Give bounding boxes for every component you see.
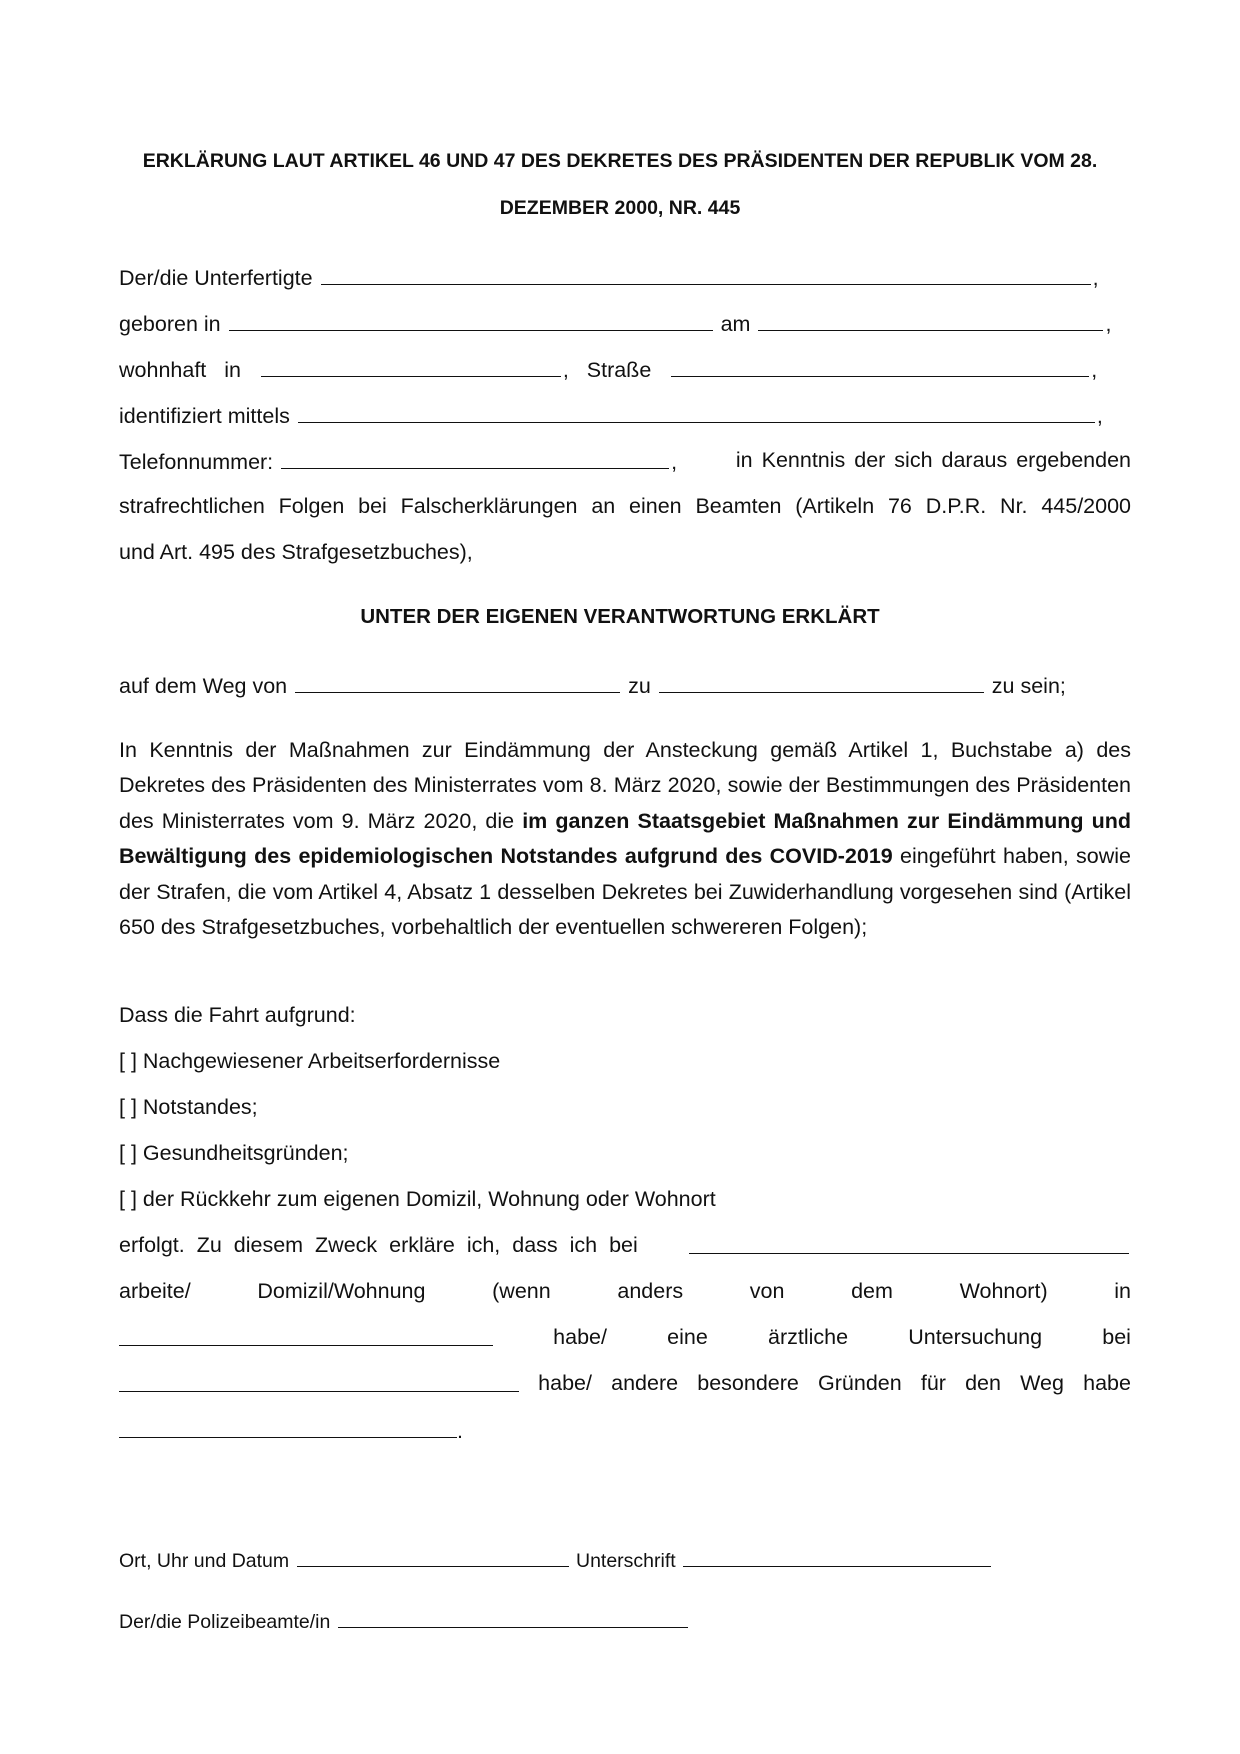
- followup-row-4: [119, 1371, 1131, 1396]
- birthplace-field[interactable]: [229, 310, 713, 331]
- word: anders: [617, 1279, 684, 1303]
- place-date-field[interactable]: [297, 1548, 569, 1567]
- notice-part-1: In Kenntnis der Maßnahmen zur Eindämmung der Ansteckung gemäß Artikel 1, Buchstabe a) des Dekretes des Präsidenten des Ministerrates vom 8. März 2020, sowie der Bestimmungen des Präsidenten des Ministerrates vom 9. März 2020, die: [119, 738, 1131, 833]
- resident-label: wohnhaft: [119, 358, 207, 382]
- checkbox[interactable]: [ ]: [119, 1187, 137, 1211]
- phone-label: Telefonnummer:: [119, 450, 274, 474]
- word: von: [749, 1279, 785, 1303]
- word: (wenn: [492, 1279, 551, 1303]
- route-from-field[interactable]: [295, 672, 620, 693]
- followup-start: erfolgt. Zu diesem Zweck erkläre ich, dass ich bei: [119, 1233, 638, 1257]
- signature-row: [119, 1548, 993, 1573]
- officer-label: Der/die Polizeibeamte/in: [119, 1611, 331, 1633]
- officer-row: [119, 1609, 690, 1634]
- word: bei: [1102, 1325, 1131, 1349]
- word: Wohnort): [959, 1279, 1048, 1303]
- route-from-label: auf dem Weg von: [119, 674, 288, 698]
- word: habe/: [538, 1371, 592, 1395]
- word: Untersuchung: [908, 1325, 1043, 1349]
- residence-city-field[interactable]: [261, 356, 561, 377]
- word: in: [1114, 1279, 1131, 1303]
- phone-field[interactable]: [281, 448, 669, 469]
- followup-row-5: [119, 1417, 463, 1444]
- word: eine: [667, 1325, 708, 1349]
- street-label: Straße: [586, 358, 652, 382]
- phone-continuation: in Kenntnis der sich daraus ergebenden: [735, 448, 1131, 472]
- declaration-heading: UNTER DER EIGENEN VERANTWORTUNG ERKLÄRT: [360, 605, 880, 628]
- identified-label: identifiziert mittels: [119, 404, 290, 428]
- residence-row: wohnhaft in , Straße ,: [119, 358, 1098, 382]
- domicile-field[interactable]: [119, 1325, 493, 1346]
- on-label: am: [720, 312, 751, 336]
- other-reason-field[interactable]: [119, 1417, 457, 1438]
- title-line-2: DEZEMBER 2000, NR. 445: [499, 197, 741, 219]
- legal-line-1: strafrechtlichen Folgen bei Falscherklärungen an einen Beamten (Artikeln 76 D.P.R. Nr. 445/2000: [119, 494, 1131, 518]
- route-row: [119, 672, 1066, 699]
- followup-row-2: [119, 1279, 1131, 1304]
- notice-bold: im ganzen Staatsgebiet Maßnahmen zur Eindämmung und Bewältigung des epidemiologischen Notstandes aufgrund des COVID-2019: [119, 808, 1131, 869]
- reason-intro: Dass die Fahrt aufgrund:: [119, 1003, 356, 1027]
- checkbox[interactable]: [ ]: [119, 1095, 137, 1119]
- period: .: [457, 1419, 463, 1443]
- followup-row-1: [119, 1233, 1131, 1258]
- reason-option-label: Notstandes;: [142, 1095, 258, 1119]
- undersigned-label: Der/die Unterfertigte: [119, 266, 313, 290]
- route-end-label: zu sein;: [991, 674, 1066, 698]
- word: arbeite/: [119, 1279, 191, 1303]
- word: ärztliche: [767, 1325, 849, 1349]
- reason-option[interactable]: [119, 1095, 258, 1120]
- word: den: [965, 1371, 1001, 1395]
- legal-line-2: und Art. 495 des Strafgesetzbuches),: [119, 540, 473, 564]
- word: besondere: [697, 1371, 799, 1395]
- word: Domizil/Wohnung: [257, 1279, 426, 1303]
- reason-option-label: der Rückkehr zum eigenen Domizil, Wohnung oder Wohnort: [142, 1187, 716, 1211]
- street-field[interactable]: [671, 356, 1089, 377]
- place-date-label: Ort, Uhr und Datum: [119, 1550, 290, 1572]
- reason-option-label: Gesundheitsgründen;: [142, 1141, 349, 1165]
- medical-field[interactable]: [119, 1371, 519, 1392]
- reason-option[interactable]: [119, 1141, 349, 1166]
- checkbox[interactable]: [ ]: [119, 1141, 137, 1165]
- workplace-field[interactable]: [689, 1233, 1129, 1254]
- route-to-field[interactable]: [659, 672, 984, 693]
- birth-row: geboren in am ,: [119, 312, 1112, 336]
- undersigned-field[interactable]: [321, 264, 1091, 285]
- identification-row: identifiziert mittels ,: [119, 404, 1103, 428]
- word: für: [920, 1371, 946, 1395]
- identification-field[interactable]: [298, 402, 1095, 423]
- word: Gründen: [818, 1371, 902, 1395]
- word: habe: [1083, 1371, 1131, 1395]
- word: andere: [611, 1371, 679, 1395]
- word: dem: [851, 1279, 893, 1303]
- birthdate-field[interactable]: [758, 310, 1103, 331]
- notice-part-2: eingeführt haben, sowie der Strafen, die vom Artikel 4, Absatz 1 desselben Dekretes bei Zuwiderhandlung vorgesehen sind (Artikel 650 des Strafgesetzbuches, vorbehaltlich der eventuellen schwereren Folgen);: [119, 844, 1131, 940]
- phone-row: Telefonnummer: , in Kenntnis der sich daraus ergebenden: [119, 448, 1131, 474]
- route-to-label: zu: [628, 674, 651, 698]
- born-in-label: geboren in: [119, 312, 221, 336]
- undersigned-row: Der/die Unterfertigte ,: [119, 266, 1099, 290]
- officer-field[interactable]: [338, 1609, 688, 1628]
- checkbox[interactable]: [ ]: [119, 1049, 137, 1073]
- word: habe/: [553, 1325, 607, 1349]
- signature-label: Unterschrift: [575, 1550, 676, 1572]
- notice-paragraph: [119, 733, 1131, 945]
- reason-option[interactable]: [119, 1049, 500, 1074]
- in-label: in: [224, 358, 241, 382]
- followup-row-3: [119, 1325, 1131, 1350]
- signature-field[interactable]: [683, 1548, 991, 1567]
- title-line-1: ERKLÄRUNG LAUT ARTIKEL 46 UND 47 DES DEKRETES DES PRÄSIDENTEN DER REPUBLIK VOM 28.: [142, 150, 1098, 172]
- reason-option[interactable]: [119, 1187, 716, 1212]
- word: Weg: [1020, 1371, 1064, 1395]
- reason-option-label: Nachgewiesener Arbeitserfordernisse: [142, 1049, 501, 1073]
